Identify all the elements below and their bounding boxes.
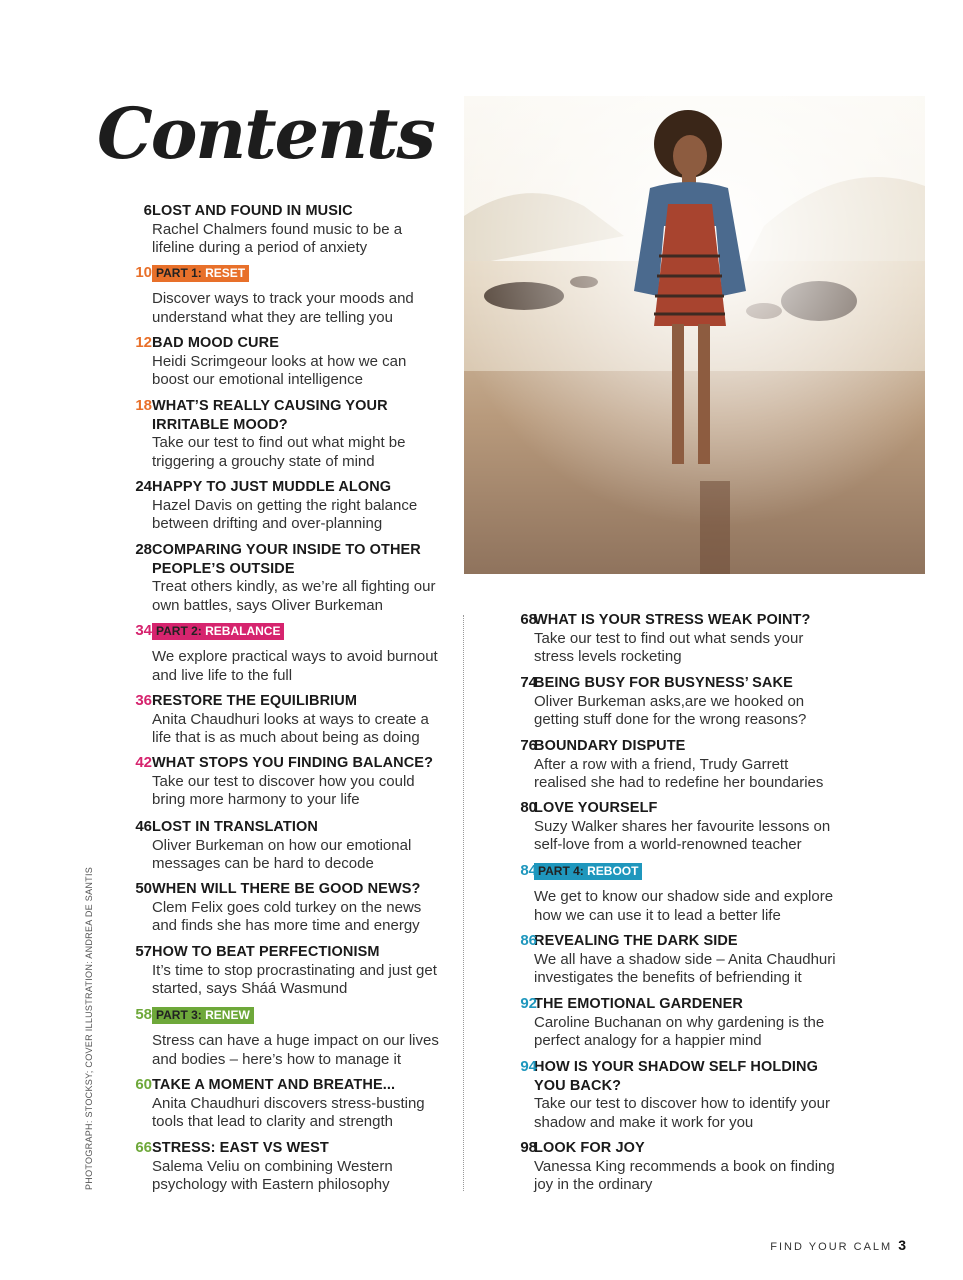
page-number-label: 60 [135,1076,152,1093]
entry-body [152,334,444,390]
page-footer [770,1237,906,1253]
entry-body [534,737,844,793]
contents-entry[interactable] [135,264,444,327]
contents-entry[interactable] [520,995,844,1051]
entry-description: Anita Chaudhuri discovers stress-busting tools that lead to clarity and strength [152,1094,425,1130]
entry-description: Treat others kindly, as we’re all fighting our own battles, says Oliver Burkeman [152,578,436,614]
page-number-label: 6 [143,202,152,219]
page-number-label: 10 [135,264,152,281]
part-badge-name: REBOOT [587,864,639,878]
column-divider [463,615,464,1191]
entry-body [152,264,444,327]
entry-description: Take our test to discover how you could bring more harmony to your life [152,772,415,808]
entry-body [534,1139,844,1195]
entry-title: LOST IN TRANSLATION [152,819,318,835]
cover-photo [464,96,925,574]
contents-entry[interactable] [135,334,444,390]
entry-title: TAKE A MOMENT AND BREATHE... [152,1077,396,1093]
contents-entry[interactable] [135,943,444,999]
entry-body [152,880,444,936]
entry-body [152,692,444,748]
entry-body [152,943,444,999]
page-number-label: 94 [520,1058,537,1075]
part-badge [534,863,642,880]
entry-description: Oliver Burkeman on how our emotional messages can be hard to decode [152,836,412,872]
part-badge [152,265,249,282]
entry-body [152,478,444,534]
entry-body [152,397,444,471]
entry-title: BEING BUSY FOR BUSYNESS’ SAKE [534,675,793,691]
entry-title: HAPPY TO JUST MUDDLE ALONG [152,479,392,495]
entry-body [152,541,444,615]
page-number-label: 42 [135,754,152,771]
contents-entry[interactable] [135,541,444,615]
contents-entry[interactable] [135,1006,444,1069]
contents-entry[interactable] [520,611,844,667]
entry-description: Take our test to discover how to identify your shadow and make it work for you [534,1095,830,1131]
part-badge-prefix: PART 4: [538,864,584,878]
entry-title: THE EMOTIONAL GARDENER [534,996,743,1012]
page-number-label: 98 [520,1139,537,1156]
entry-title: REVEALING THE DARK SIDE [534,933,738,949]
contents-entry[interactable] [520,932,844,988]
page-number-label: 24 [135,478,152,495]
page-number-label: 76 [520,737,537,754]
entry-title: RESTORE THE EQUILIBRIUM [152,693,358,709]
entry-title: WHAT STOPS YOU FINDING BALANCE? [152,755,434,771]
entry-description: Rachel Chalmers found music to be a lifeline during a period of anxiety [152,220,403,256]
page-number-label: 92 [520,995,537,1012]
entry-title: STRESS: EAST VS WEST [152,1140,329,1156]
part-badge-prefix: PART 3: [156,1008,202,1022]
part-badge [152,623,284,640]
contents-entry[interactable] [135,754,444,810]
contents-entry[interactable] [520,1058,844,1132]
entry-title: LOVE YOURSELF [534,800,658,816]
entry-title: BOUNDARY DISPUTE [534,738,686,754]
entry-description: Take our test to find out what sends your stress levels rocketing [534,629,804,665]
contents-entry[interactable] [135,818,444,874]
entry-body [152,622,444,685]
contents-entry[interactable] [135,622,444,685]
contents-entry[interactable] [135,880,444,936]
part-badge-name: REBALANCE [205,624,281,638]
entry-title: HOW TO BEAT PERFECTIONISM [152,944,380,960]
entry-description: Take our test to find out what might be triggering a grouchy state of mind [152,434,406,470]
entry-title: WHEN WILL THERE BE GOOD NEWS? [152,881,421,897]
entry-body [534,862,844,925]
page-number-label: 18 [135,397,152,414]
page-number-label: 46 [135,818,152,835]
page-number-label: 12 [135,334,152,351]
entry-description: Suzy Walker shares her favourite lessons on self-love from a world-renowned teacher [534,817,831,853]
contents-entry[interactable] [520,674,844,730]
part-badge-name: RESET [205,266,246,280]
entry-body [152,202,444,258]
entry-description: Caroline Buchanan on why gardening is the perfect analogy for a happier mind [534,1013,825,1049]
page-title: Contents [97,92,434,175]
page-number-label: 58 [135,1006,152,1023]
page-number-label: 68 [520,611,537,628]
entry-title: WHAT’S REALLY CAUSING YOUR IRRITABLE MOOD? [152,398,388,433]
entry-description: Stress can have a huge impact on our lives and bodies – here’s how to manage it [152,1032,439,1068]
page-number: 3 [898,1237,906,1253]
entry-body [152,1006,444,1069]
entry-description: We get to know our shadow side and explore how we can use it to lead a better life [534,888,834,924]
entry-body [534,932,844,988]
contents-entry[interactable] [520,799,844,855]
contents-entry[interactable] [520,1139,844,1195]
part-badge-prefix: PART 2: [156,624,202,638]
entry-description: Discover ways to track your moods and understand what they are telling you [152,290,414,326]
page-number-label: 34 [135,622,152,639]
entry-body [534,674,844,730]
entry-description: Clem Felix goes cold turkey on the news and finds she has more time and energy [152,898,422,934]
entry-title: BAD MOOD CURE [152,335,279,351]
contents-entry[interactable] [135,478,444,534]
entry-title: COMPARING YOUR INSIDE TO OTHER PEOPLE’S OUTSIDE [152,542,421,577]
contents-entry[interactable] [520,737,844,793]
part-badge-prefix: PART 1: [156,266,202,280]
page-number-label: 80 [520,799,537,816]
contents-entry[interactable] [135,1139,444,1195]
contents-entry[interactable] [135,1076,444,1132]
entry-description: We explore practical ways to avoid burnout and live life to the full [152,648,438,684]
page-number-label: 36 [135,692,152,709]
part-badge [152,1007,254,1024]
photo-credit: PHOTOGRAPH: STOCKSY; COVER ILLUSTRATION: ANDREA DE SANTIS [84,866,94,1190]
entry-body [152,754,444,810]
entry-body [152,1076,444,1132]
page-number-label: 28 [135,541,152,558]
entry-description: After a row with a friend, Trudy Garrett realised she had to redefine her boundaries [534,755,824,791]
entry-title: LOOK FOR JOY [534,1140,645,1156]
entry-description: Oliver Burkeman asks,are we hooked on getting stuff done for the wrong reasons? [534,692,807,728]
footer-label: FIND YOUR CALM [770,1241,893,1253]
entry-description: Heidi Scrimgeour looks at how we can boost our emotional intelligence [152,352,407,388]
contents-entry[interactable] [143,202,444,258]
entry-body [534,799,844,855]
page-number-label: 86 [520,932,537,949]
page-number-label: 50 [135,880,152,897]
entry-title: WHAT IS YOUR STRESS WEAK POINT? [534,612,811,628]
entry-description: Salema Veliu on combining Western psychology with Eastern philosophy [152,1157,393,1193]
entry-title: LOST AND FOUND IN MUSIC [152,203,353,219]
contents-entry[interactable] [135,397,444,471]
entry-body [534,1058,844,1132]
entry-description: Vanessa King recommends a book on finding joy in the ordinary [534,1157,835,1193]
entry-description: It’s time to stop procrastinating and just get started, says Sháá Wasmund [152,961,437,997]
entry-body [534,995,844,1051]
page-number-label: 84 [520,862,537,879]
entry-description: Anita Chaudhuri looks at ways to create a life that is as much about being as doing [152,710,429,746]
entry-description: We all have a shadow side – Anita Chaudhuri investigates the benefits of befriending it [534,950,836,986]
entry-title: HOW IS YOUR SHADOW SELF HOLDING YOU BACK? [534,1059,818,1094]
part-badge-name: RENEW [205,1008,250,1022]
entry-body [152,1139,444,1195]
contents-entry[interactable] [520,862,844,925]
entry-body [534,611,844,667]
entry-description: Hazel Davis on getting the right balance between drifting and over-planning [152,496,418,532]
page-number-label: 57 [135,943,152,960]
page-number-label: 74 [520,674,537,691]
page-number-label: 66 [135,1139,152,1156]
entry-body [152,818,444,874]
contents-entry[interactable] [135,692,444,748]
woman-on-beach-image [464,96,925,574]
